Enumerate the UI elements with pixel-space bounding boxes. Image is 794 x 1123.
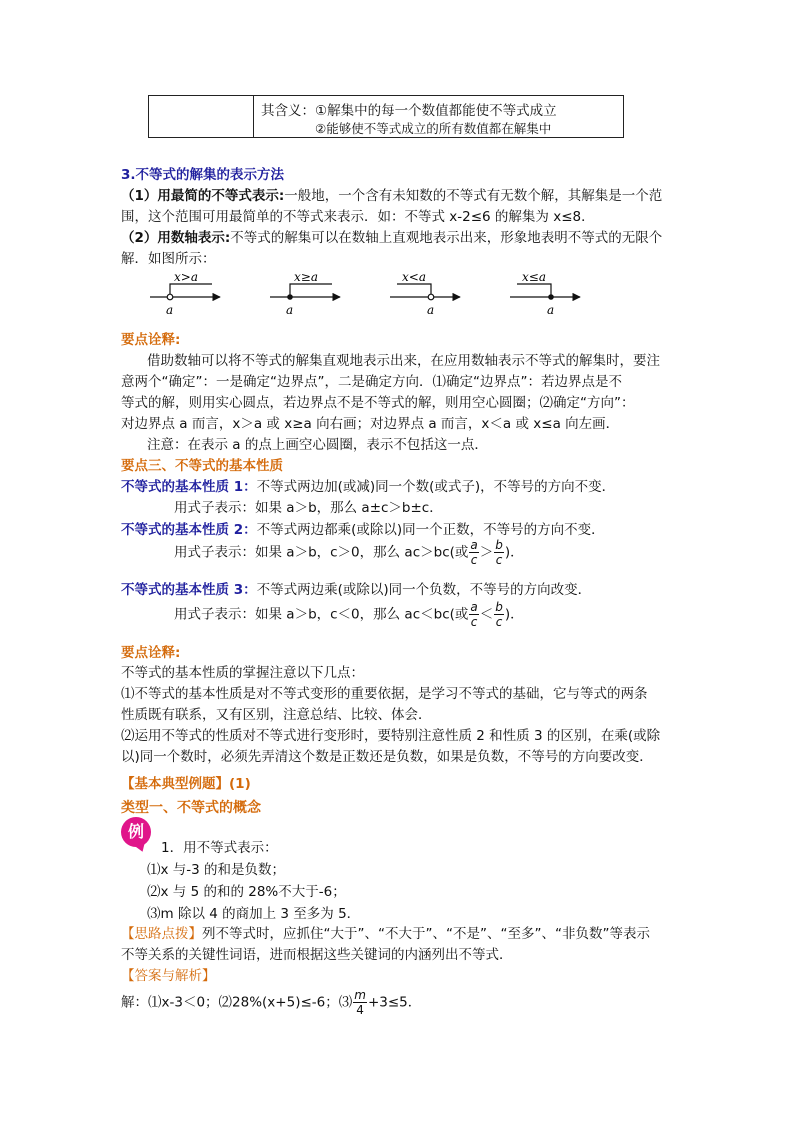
numline-1-label: x>a	[174, 270, 198, 284]
p2-line2: 解．如图所示：	[121, 251, 216, 267]
hint-line2: 不等关系的关键性词语，进而根据这些关键词的内涵列出不等式．	[121, 947, 513, 963]
numline-1	[150, 270, 220, 317]
table-row-2: ②能够使不等式成立的所有数值都在解集中	[315, 121, 552, 136]
question-1b: ⑵x 与 5 的和的 28%不大于-6；	[147, 884, 346, 900]
section3-title: 3.不等式的解集的表示方法	[121, 167, 285, 183]
frac-den: c	[495, 615, 503, 629]
numline-2	[270, 270, 340, 317]
p1-label: （1）用最简的不等式表示:	[121, 188, 285, 204]
prop2-formula	[174, 538, 524, 567]
numline-3-label: x<a	[402, 270, 426, 284]
property-2	[121, 518, 605, 538]
note1-line4: 对边界点 a 而言，x＞a 或 x≥a 向右画；对边界点 a 而言，x＜a 或 x≤a 向左画．	[121, 416, 620, 432]
frac-num: m	[354, 988, 366, 1002]
prop2-label: 不等式的基本性质 2：	[121, 522, 257, 538]
numline-2-point: a	[286, 303, 294, 317]
section-three-title: 要点三、不等式的基本性质	[121, 458, 283, 474]
question-1: 1．用不等式表示：	[161, 840, 278, 856]
frac-den: c	[470, 553, 478, 567]
prop1-formula: 用式子表示：如果 a＞b，那么 a±c＞b±c．	[174, 500, 443, 516]
numline-4-label: x≤a	[522, 270, 546, 284]
numline-3-point: a	[427, 303, 435, 317]
prop3-text: 不等式两边乘(或除以)同一个负数，不等号的方向改变．	[256, 582, 592, 598]
hint	[121, 922, 650, 942]
fraction-m-over-4	[353, 988, 367, 1017]
numline-1-point: a	[166, 303, 174, 317]
p2-line1: 不等式的解集可以在数轴上直观地表示出来，形象地表明不等式的无限个	[230, 230, 663, 246]
numline-2-label: x≥a	[294, 270, 318, 284]
prop2-formula-text: 用式子表示：如果 a＞b，c＞0，那么 ac＞bc(或	[174, 544, 469, 561]
note1-title: 要点诠释:	[121, 332, 181, 348]
numline-4-point: a	[547, 303, 555, 317]
prop3-label: 不等式的基本性质 3：	[121, 582, 257, 598]
p1-line2: 围，这个范围可用最简单的不等式来表示．如：不等式 x-2≤6 的解集为 x≤8．	[121, 209, 595, 225]
prop3-formula	[174, 600, 524, 629]
examples-header: 【基本典型例题】(1)	[121, 776, 251, 792]
frac-num: a	[470, 600, 478, 614]
prop2-op: ＞	[479, 544, 494, 561]
note1-line1: 借助数轴可以将不等式的解集直观地表示出来，在应用数轴表示不等式的解集时，要注	[147, 353, 660, 369]
note2-line5: 以)同一个数时，必须先弄清这个数是正数还是负数，如果是负数，不等号的方向要改变．	[121, 749, 653, 765]
numline-3	[390, 270, 460, 317]
table-divider	[253, 96, 254, 137]
note1-line5: 注意：在表示 a 的点上画空心圆圈，表示不包括这一点．	[147, 437, 488, 453]
answer-label: 【答案与解析】	[121, 968, 216, 984]
frac-den: 4	[356, 1003, 364, 1017]
fraction-b-over-c	[494, 600, 504, 629]
frac-den: c	[495, 553, 503, 567]
prop2-text: 不等式两边都乘(或除以)同一个正数，不等号的方向不变．	[256, 522, 605, 538]
table-row-1: 其含义：①解集中的每一个数值都能使不等式成立	[261, 103, 557, 119]
prop1-label: 不等式的基本性质 1：	[121, 479, 257, 495]
note1-line3: 等式的解，则用实心圆点，若边界点不是不等式的解，则用空心圆圈；⑵确定“方向”：	[121, 395, 635, 411]
property-3	[121, 578, 591, 598]
note2-title: 要点诠释:	[121, 645, 181, 661]
question-1c: ⑶m 除以 4 的商加上 3 至多为 5．	[147, 906, 361, 922]
answer	[121, 988, 421, 1017]
numline-4	[510, 270, 580, 317]
frac-den: c	[470, 615, 478, 629]
number-lines	[140, 268, 590, 320]
hint-label: 【思路点拨】	[121, 926, 202, 942]
note2-line1: 不等式的基本性质的掌握注意以下几点：	[121, 665, 364, 681]
note1-line2: 意两个“确定”：一是确定“边界点”，二是确定方向．⑴确定“边界点”：若边界点是不	[121, 374, 622, 390]
note2-line2: ⑴不等式的基本性质是对不等式变形的重要依据，是学习不等式的基础，它与等式的两条	[121, 686, 648, 702]
note2-line3: 性质既有联系，又有区别，注意总结、比较、体会．	[121, 707, 432, 723]
type-one-title: 类型一、不等式的概念	[121, 800, 261, 816]
prop3-op: ＜	[479, 606, 494, 623]
answer-text: 解：⑴x-3＜0；⑵28%(x+5)≤-6；⑶	[121, 994, 353, 1011]
note2-line4: ⑵运用不等式的性质对不等式进行变形时，要特别注意性质 2 和性质 3 的区别，在乘(或除	[121, 728, 661, 744]
answer-end: +3≤5．	[367, 994, 422, 1011]
frac-num: b	[495, 538, 503, 552]
p1-line1: 一般地，一个含有未知数的不等式有无数个解，其解集是一个范	[284, 188, 663, 204]
frac-num: b	[495, 600, 503, 614]
definition-table	[148, 95, 624, 138]
section3-p2	[121, 226, 662, 246]
prop3-end: )．	[504, 606, 524, 623]
section3-p1	[121, 184, 662, 204]
example-badge: 例	[121, 817, 151, 847]
fraction-b-over-c	[494, 538, 504, 567]
prop1-text: 不等式两边加(或减)同一个数(或式子)，不等号的方向不变．	[256, 479, 616, 495]
p2-label: （2）用数轴表示:	[121, 230, 231, 246]
prop2-end: )．	[504, 544, 524, 561]
fraction-a-over-c	[469, 600, 478, 629]
hint-line1: 列不等式时，应抓住“大于”、“不大于”、“不是”、“至多”、“非负数”等表示	[202, 926, 650, 942]
fraction-a-over-c	[469, 538, 478, 567]
prop3-formula-text: 用式子表示：如果 a＞b，c＜0，那么 ac＜bc(或	[174, 606, 469, 623]
frac-num: a	[470, 538, 478, 552]
property-1	[121, 475, 615, 495]
question-1a: ⑴x 与-3 的和是负数；	[147, 862, 286, 878]
